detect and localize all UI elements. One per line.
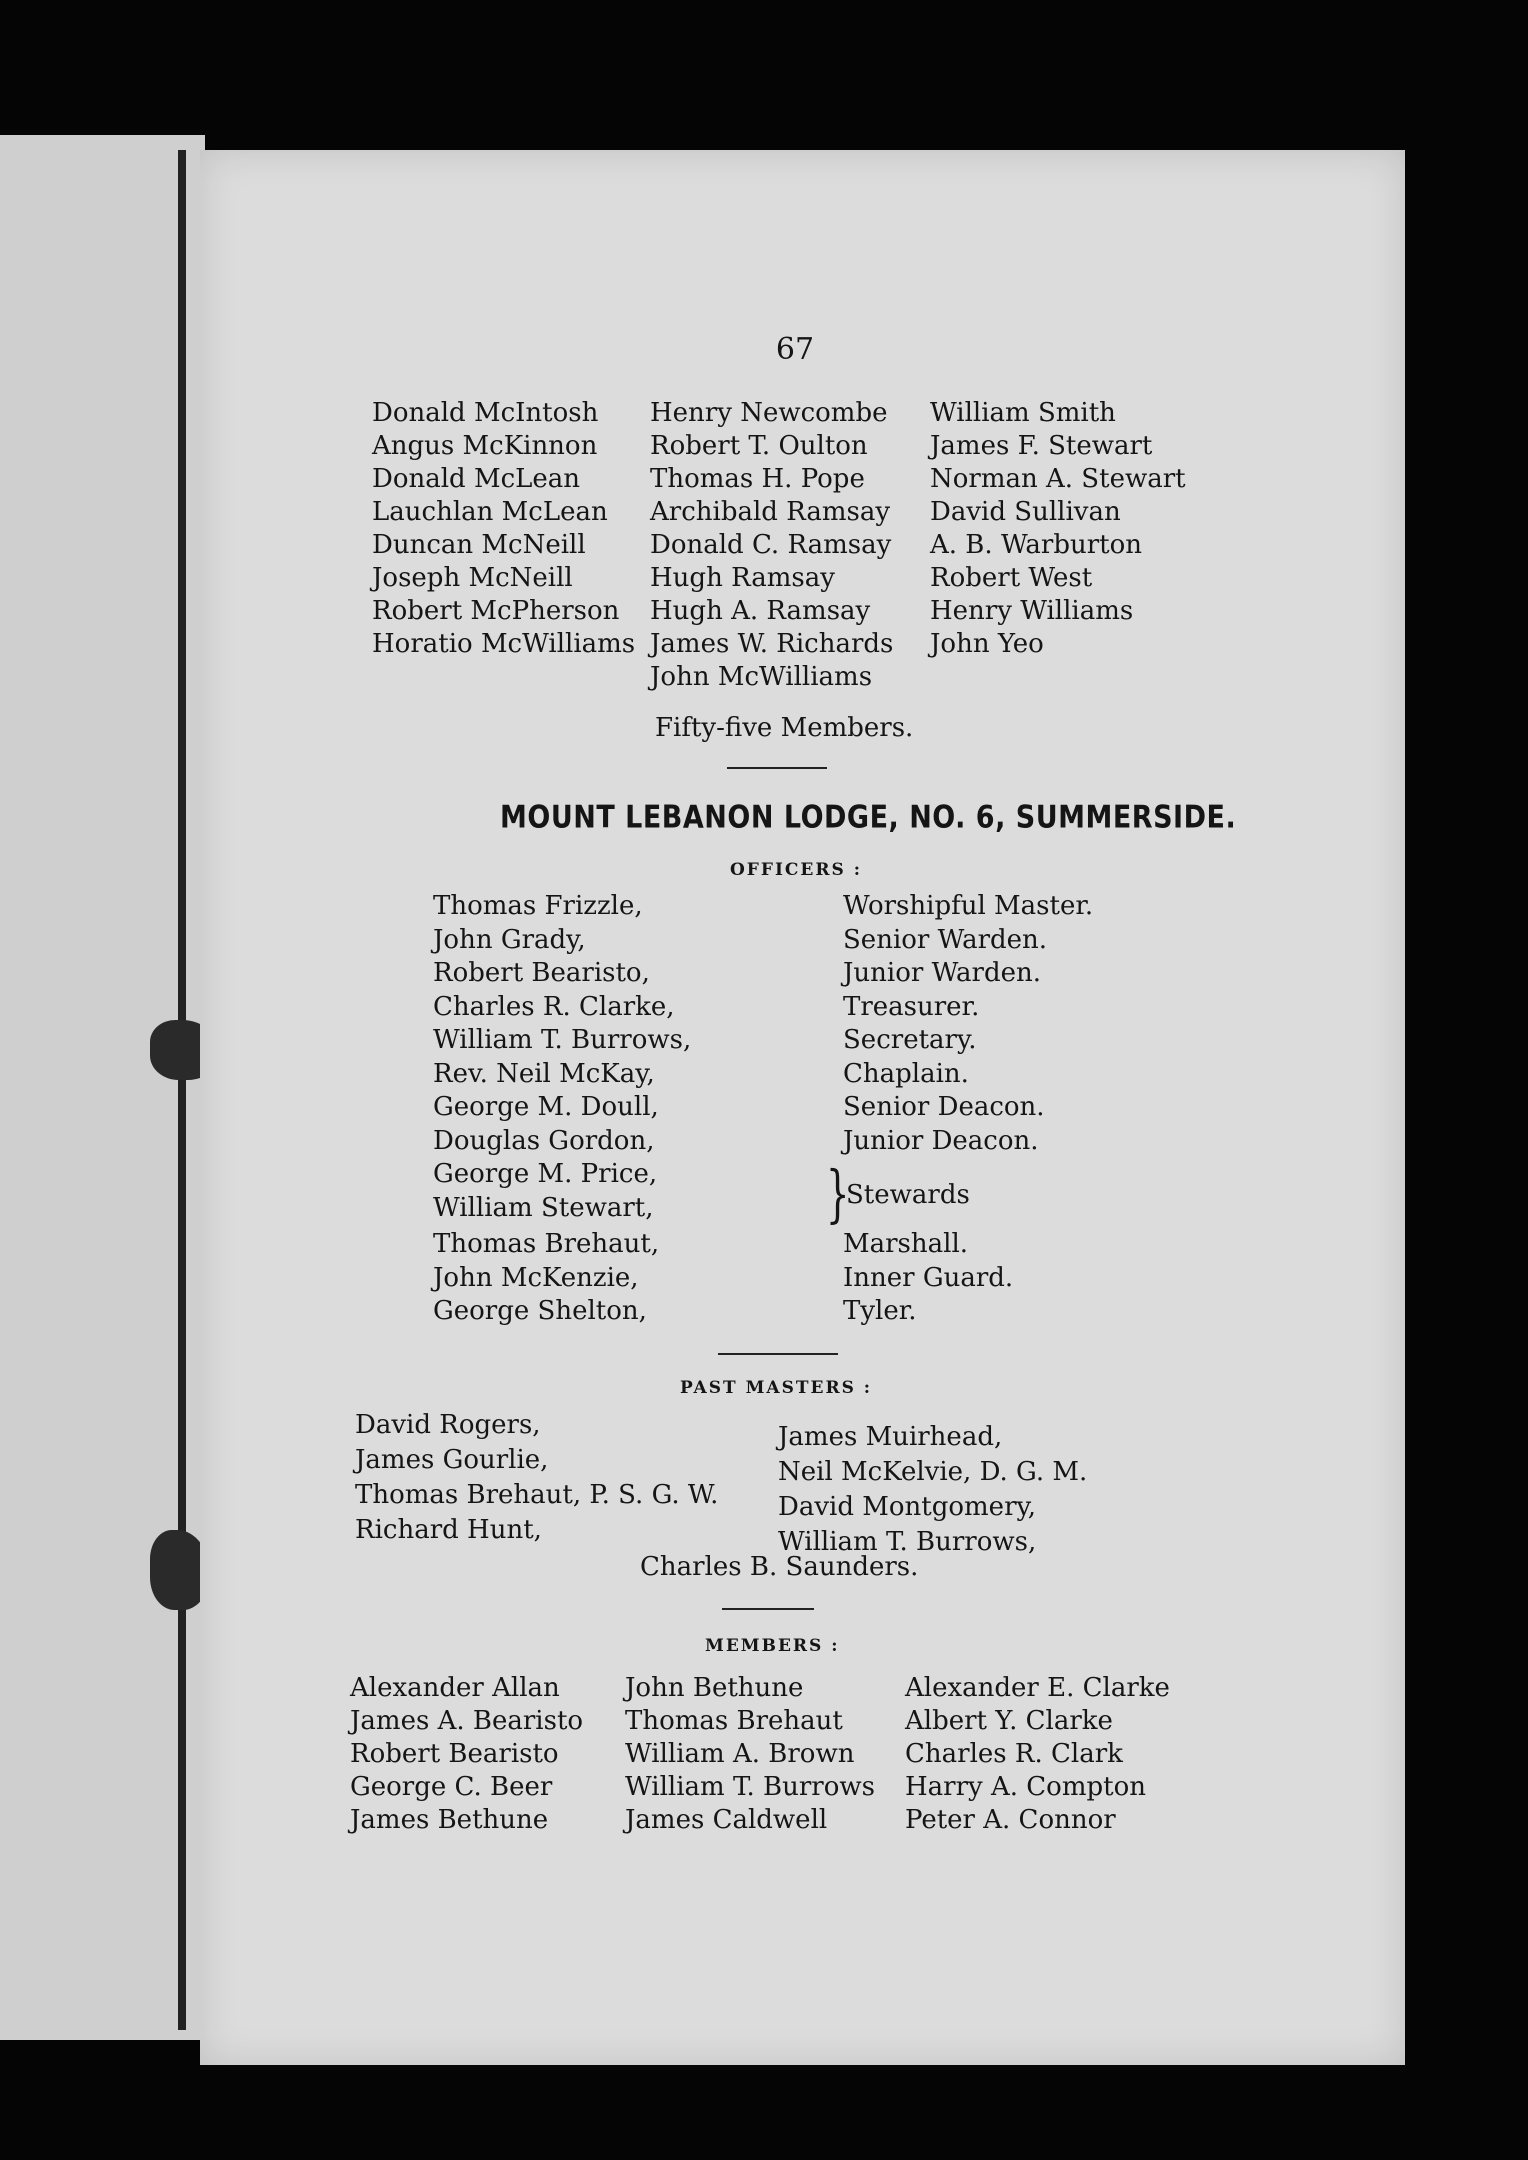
member-name: John Yeo xyxy=(930,629,1044,659)
member-name: James W. Richards xyxy=(650,629,894,659)
officer-title: Junior Warden. xyxy=(843,958,1042,988)
officer-name: George M. Price, xyxy=(433,1159,658,1189)
member-name: Donald C. Ramsay xyxy=(650,530,892,560)
officer-row xyxy=(433,924,1133,958)
member-name: Horatio McWilliams xyxy=(372,629,636,659)
officer-title: Chaplain. xyxy=(843,1058,969,1089)
member-name: Joseph McNeill xyxy=(372,563,573,593)
officers-list xyxy=(433,890,1133,1329)
officer-name: Robert Bearisto, xyxy=(433,958,650,988)
officer-row xyxy=(433,1262,1133,1296)
officer-row xyxy=(433,1295,1133,1329)
member-name: Thomas Brehaut xyxy=(625,1706,843,1736)
officer-title: Worshipful Master. xyxy=(843,891,1094,921)
member-name: George C. Beer xyxy=(350,1772,553,1802)
officer-row xyxy=(433,957,1133,991)
member-name: Thomas Brehaut, P. S. G. W. xyxy=(355,1480,719,1510)
member-name: Archibald Ramsay xyxy=(650,497,891,527)
member-name: Richard Hunt, xyxy=(355,1515,542,1545)
member-name: Robert Bearisto xyxy=(350,1739,559,1769)
members-heading: MEMBERS : xyxy=(705,1636,840,1656)
officer-row xyxy=(433,1192,1133,1226)
officer-title: Tyler. xyxy=(843,1296,917,1326)
member-name: Peter A. Connor xyxy=(905,1805,1116,1835)
member-name: Alexander Allan xyxy=(350,1673,560,1703)
member-name: David Montgomery, xyxy=(778,1492,1036,1522)
officer-name: William Stewart, xyxy=(433,1192,654,1223)
member-name: Henry Newcombe xyxy=(650,398,888,428)
member-name: Neil McKelvie, D. G. M. xyxy=(778,1457,1088,1487)
member-name: A. B. Warburton xyxy=(930,530,1142,560)
officer-name: John McKenzie, xyxy=(433,1262,639,1293)
officer-title: Secretary. xyxy=(843,1025,977,1055)
members-column-1 xyxy=(350,1672,625,1837)
officer-name: Thomas Brehaut, xyxy=(433,1229,660,1259)
member-name: Henry Williams xyxy=(930,596,1134,626)
member-name: William A. Brown xyxy=(625,1739,855,1769)
member-name: Duncan McNeill xyxy=(372,530,586,560)
officer-row xyxy=(433,991,1133,1025)
member-name: Robert T. Oulton xyxy=(650,431,868,461)
member-name: Hugh A. Ramsay xyxy=(650,596,871,626)
officer-row xyxy=(433,1024,1133,1058)
member-name: Norman A. Stewart xyxy=(930,464,1186,494)
officer-title: Treasurer. xyxy=(843,991,980,1022)
member-name: Robert McPherson xyxy=(372,596,620,626)
member-name: Angus McKinnon xyxy=(372,431,598,461)
member-name: William Smith xyxy=(930,398,1116,428)
officer-name: Thomas Frizzle, xyxy=(433,891,643,921)
previous-page-strip xyxy=(0,135,205,2040)
member-name: William T. Burrows xyxy=(625,1772,875,1802)
member-name: James Muirhead, xyxy=(778,1422,1003,1452)
officer-name: George M. Doull, xyxy=(433,1092,659,1122)
member-name: James Gourlie, xyxy=(355,1445,549,1475)
members-column-2 xyxy=(650,397,930,694)
past-master-last: Charles B. Saunders. xyxy=(640,1552,919,1582)
divider-rule xyxy=(722,1608,814,1610)
officer-row xyxy=(433,1228,1133,1262)
officer-title: Senior Warden. xyxy=(843,924,1048,955)
members-column-3 xyxy=(905,1672,1175,1837)
officer-row xyxy=(433,1091,1133,1125)
member-name: David Rogers, xyxy=(355,1410,541,1440)
page-number: 67 xyxy=(775,332,815,367)
member-name: Hugh Ramsay xyxy=(650,563,835,593)
member-name: Harry A. Compton xyxy=(905,1772,1146,1802)
top-members-list xyxy=(372,397,1190,694)
member-name: Alexander E. Clarke xyxy=(905,1673,1170,1703)
officer-name: Rev. Neil McKay, xyxy=(433,1058,655,1089)
stewards-label: Stewards xyxy=(846,1180,970,1210)
past-masters-right xyxy=(778,1420,1087,1560)
officer-title: Junior Deacon. xyxy=(843,1125,1039,1156)
members-column-2 xyxy=(625,1672,905,1837)
officer-name: Douglas Gordon, xyxy=(433,1125,655,1156)
member-name: James A. Bearisto xyxy=(350,1706,584,1736)
member-name: Thomas H. Pope xyxy=(650,464,865,494)
officers-heading: OFFICERS : xyxy=(730,860,862,880)
member-name: Charles R. Clark xyxy=(905,1739,1123,1769)
officer-name: George Shelton, xyxy=(433,1296,647,1326)
members-column-3 xyxy=(930,397,1190,694)
members-column-1 xyxy=(372,397,650,694)
member-name: Donald McLean xyxy=(372,464,581,494)
officer-title: Marshall. xyxy=(843,1229,969,1259)
past-masters-left xyxy=(355,1408,718,1548)
member-name: John Bethune xyxy=(625,1673,804,1703)
stewards-brace: } xyxy=(825,1157,850,1230)
past-masters-heading: PAST MASTERS : xyxy=(680,1378,873,1398)
member-name: Albert Y. Clarke xyxy=(905,1706,1113,1736)
member-name: William T. Burrows, xyxy=(778,1527,1037,1557)
officer-row xyxy=(433,890,1133,924)
lodge-title: MOUNT LEBANON LODGE, NO. 6, SUMMERSIDE. xyxy=(500,799,1237,836)
officer-name: Charles R. Clarke, xyxy=(433,991,675,1022)
divider-rule xyxy=(727,767,827,769)
divider-rule xyxy=(718,1353,838,1355)
officer-name: John Grady, xyxy=(433,924,586,955)
page-fold-edge xyxy=(178,150,186,2030)
member-name: Lauchlan McLean xyxy=(372,497,608,527)
officer-row xyxy=(433,1058,1133,1092)
member-name: Donald McIntosh xyxy=(372,398,599,428)
officer-name: William T. Burrows, xyxy=(433,1025,692,1055)
member-name: David Sullivan xyxy=(930,497,1121,527)
member-name: James Bethune xyxy=(350,1805,549,1835)
officer-title: Senior Deacon. xyxy=(843,1092,1045,1122)
member-name: James F. Stewart xyxy=(930,431,1153,461)
officer-row xyxy=(433,1158,1133,1192)
officer-title: Inner Guard. xyxy=(843,1262,1014,1293)
member-name: Robert West xyxy=(930,563,1093,593)
member-name: John McWilliams xyxy=(650,662,873,692)
officer-row xyxy=(433,1125,1133,1159)
lodge-members-list xyxy=(350,1672,1175,1837)
members-count: Fifty-five Members. xyxy=(655,713,914,743)
member-name: James Caldwell xyxy=(625,1805,828,1835)
